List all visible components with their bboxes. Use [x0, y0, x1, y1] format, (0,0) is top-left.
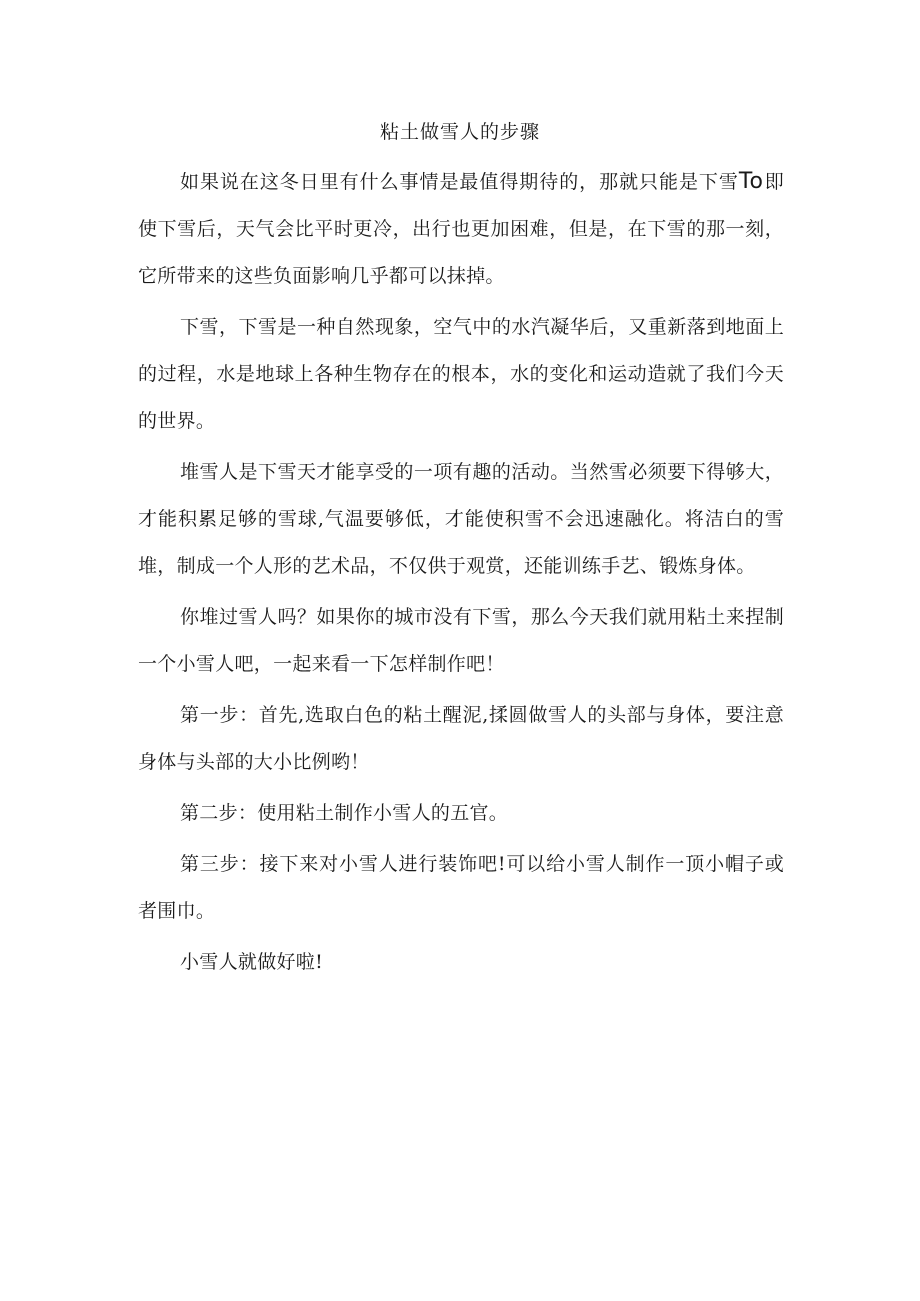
paragraph-intro-text: 如果说在这冬日里有什么事情是最值得期待的，那就只能是下雪: [180, 171, 739, 193]
paragraph-step-3: 第三步：接下来对小雪人进行装饰吧!可以给小雪人制作一顶小帽子或者围巾。: [138, 853, 784, 922]
paragraph-snow: 下雪，下雪是一种自然现象，空气中的水汽凝华后，又重新落到地面上的过程，水是地球上各种生物存在的根本，水的变化和运动造就了我们今天的世界。: [138, 316, 784, 432]
paragraph-done: 小雪人就做好啦!: [180, 951, 324, 973]
paragraph-intro-rest: 即使下雪后，天气会比平时更冷，出行也更加困难，但是，在下雪的那一刻，它所带来的这些负面影响几乎都可以抹掉。: [138, 171, 784, 287]
paragraph-question: 你堆过雪人吗？如果你的城市没有下雪，那么今天我们就用粘土来捏制一个小雪人吧，一起来看一下怎样制作吧！: [138, 606, 784, 675]
paragraph-intro: [138, 158, 784, 300]
paragraph-step-2: 第二步：使用粘土制作小雪人的五官。: [180, 802, 509, 824]
paragraph-intro-tail: To: [738, 169, 765, 194]
paragraph-snowman: 堆雪人是下雪天才能享受的一项有趣的活动。当然雪必须要下得够大，才能积累足够的雪球,气温要够低，才能使积雪不会迅速融化。将洁白的雪堆，制成一个人形的艺术品，不仅供于观赏，还能训练手艺、锻炼身体。: [138, 461, 784, 577]
document-body: [138, 158, 784, 986]
paragraph-step-1: 第一步：首先,选取白色的粘土醒泥,揉圆做雪人的头部与身体，要注意身体与头部的大小比例哟！: [138, 704, 784, 773]
document-title: 粘土做雪人的步骤: [379, 121, 540, 143]
